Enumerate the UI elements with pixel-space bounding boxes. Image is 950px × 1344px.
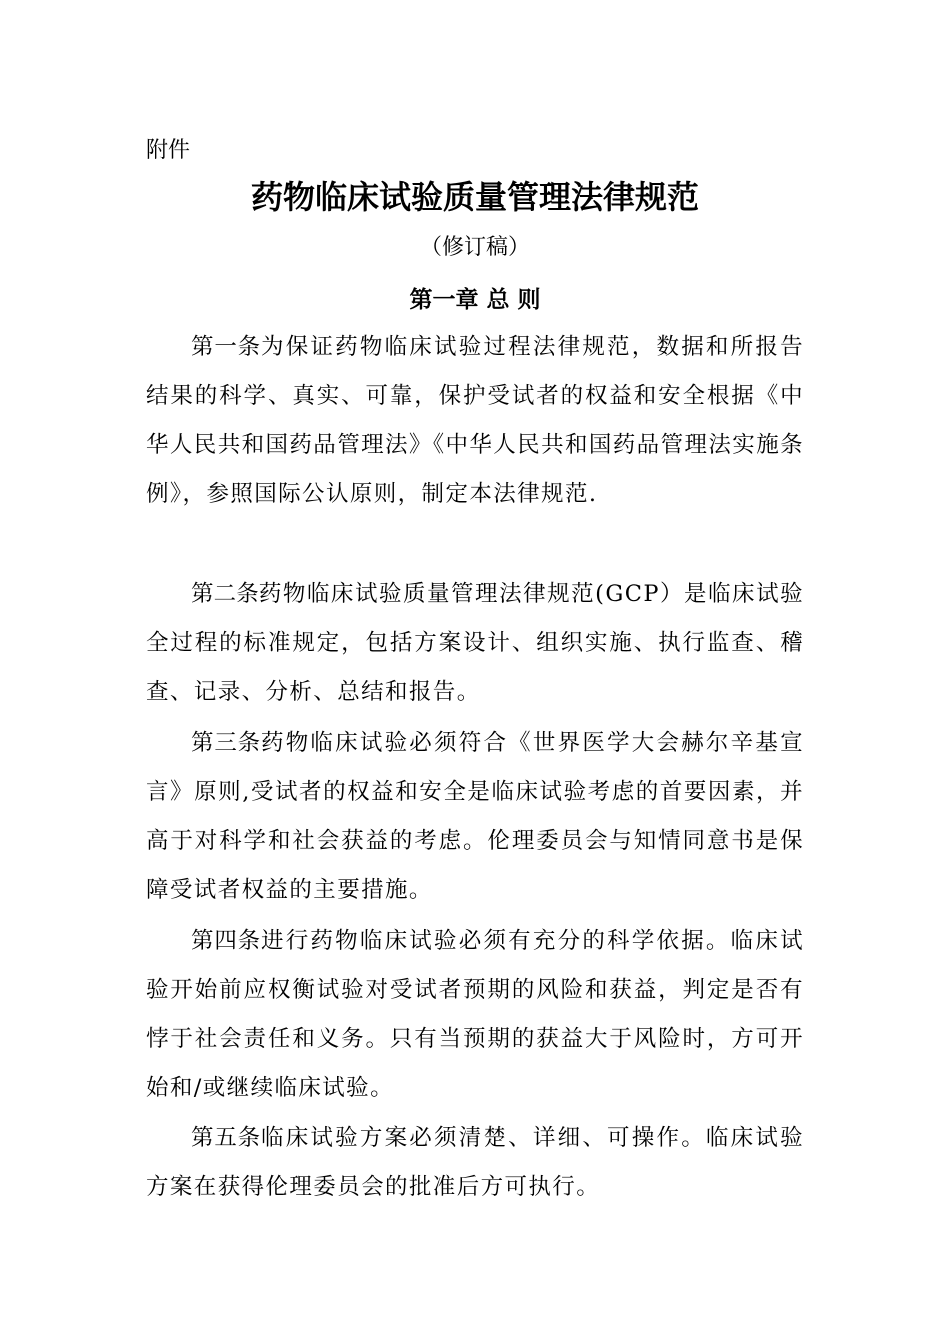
article-4 xyxy=(146,917,804,1113)
article-5-label: 第五条 xyxy=(191,1125,261,1151)
article-3-label: 第三条 xyxy=(191,730,261,756)
article-1-text: 为保证药物临床试验过程法律规范，数据和所报告结果的科学、真实、可靠，保护受试者的权益和安全根据《中华人民共和国药品管理法》《中华人民共和国药品管理法实施条例》，参照国际公认原则，制定本法律规范. xyxy=(146,334,804,507)
document-title: 药物临床试验质量管理法律规范 xyxy=(250,178,699,216)
attachment-label: 附件 xyxy=(146,138,191,163)
article-1-label: 第一条 xyxy=(191,334,261,360)
chapter-heading: 第一章 总 则 xyxy=(409,286,541,313)
article-5 xyxy=(146,1114,804,1212)
article-3-text: 药物临床试验必须符合《世界医学大会赫尔辛基宣言》原则,受试者的权益和安全是临床试验考虑的首要因素，并高于对科学和社会获益的考虑。伦理委员会与知情同意书是保障受试者权益的主要措施。 xyxy=(146,730,804,903)
article-4-label: 第四条 xyxy=(191,928,261,954)
article-4-text: 进行药物临床试验必须有充分的科学依据。临床试验开始前应权衡试验对受试者预期的风险和获益，判定是否有悖于社会责任和义务。只有当预期的获益大于风险时，方可开始和/或继续临床试验。 xyxy=(146,928,804,1101)
document-subtitle: （修订稿） xyxy=(419,235,530,260)
article-3 xyxy=(146,719,804,915)
article-2-text: 药物临床试验质量管理法律规范(GCP）是临床试验全过程的标准规定，包括方案设计、组织实施、执行监查、稽查、记录、分析、总结和报告。 xyxy=(146,581,804,705)
article-1 xyxy=(146,323,804,519)
article-2-label: 第二条 xyxy=(191,581,259,607)
article-2 xyxy=(146,570,804,717)
article-5-text: 临床试验方案必须清楚、详细、可操作。临床试验方案在获得伦理委员会的批准后方可执行。 xyxy=(146,1125,804,1200)
